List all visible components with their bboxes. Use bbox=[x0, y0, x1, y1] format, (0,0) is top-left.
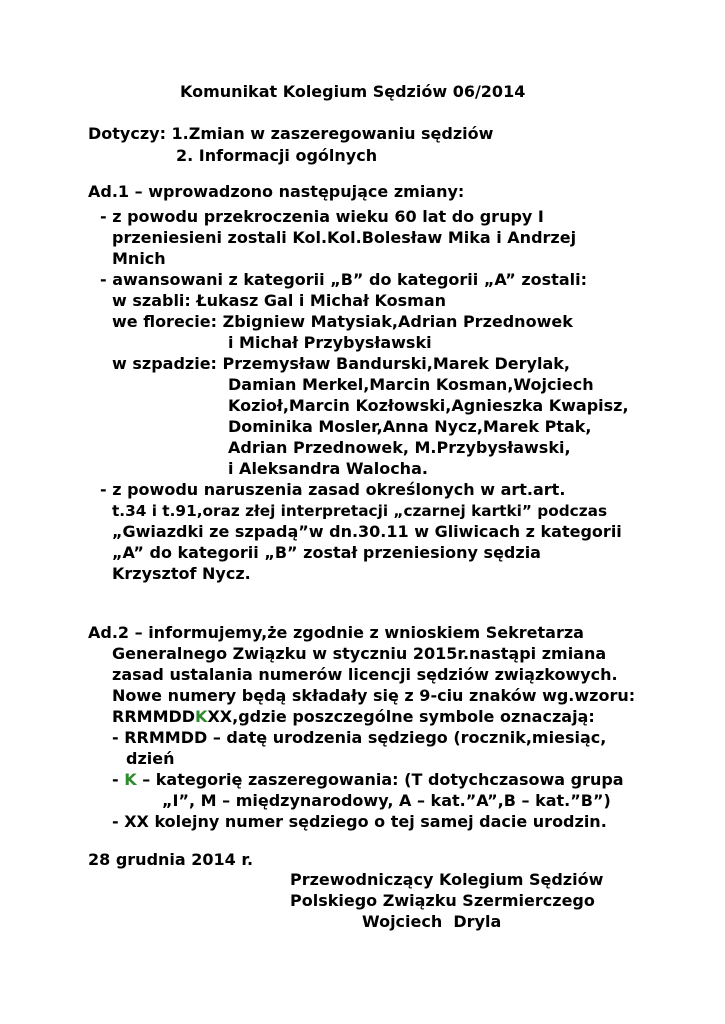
pattern-k-highlight: K bbox=[195, 707, 208, 726]
pattern-suffix: XX,gdzie poszczególne symbole oznaczają: bbox=[207, 707, 595, 726]
ad1-line: w szpadzie: Przemysław Bandurski,Marek Derylak, bbox=[112, 354, 570, 373]
ad2-line: Generalnego Związku w styczniu 2015r.nastąpi zmiana bbox=[112, 644, 607, 663]
signature-name: Wojciech Dryla bbox=[362, 912, 502, 931]
ad1-line: przeniesieni zostali Kol.Kol.Bolesław Mika i Andrzej bbox=[112, 228, 577, 247]
ad2-item-1: - RRMMDD – datę urodzenia sędziego (rocznik,miesiąc, bbox=[112, 728, 607, 747]
ad1-line: t.34 i t.91,oraz złej interpretacji „czarnej kartki” podczas bbox=[112, 502, 608, 520]
item2-dash: - bbox=[112, 770, 125, 789]
ad1-line: we florecie: Zbigniew Matysiak,Adrian Przednowek bbox=[112, 312, 573, 331]
ad1-line: - z powodu naruszenia zasad określonych w art.art. bbox=[100, 480, 566, 499]
item2-k-highlight: K bbox=[124, 770, 137, 789]
ad2-item-2-cont: „I”, M – międzynarodowy, A – kat.”A”,B – kat.”B”) bbox=[162, 791, 611, 810]
signature-line-1: Przewodniczący Kolegium Sędziów bbox=[290, 870, 604, 889]
ad1-line: - z powodu przekroczenia wieku 60 lat do grupy I bbox=[100, 207, 544, 226]
ad2-line: zasad ustalania numerów licencji sędziów związkowych. bbox=[112, 665, 618, 684]
ad1-line: Krzysztof Nycz. bbox=[112, 564, 251, 583]
pattern-prefix: RRMMDD bbox=[112, 707, 196, 726]
ad1-line: „A” do kategorii „B” został przeniesiony sędzia bbox=[112, 543, 541, 562]
ad2-item-2 bbox=[112, 770, 624, 790]
subject-line-1: Dotyczy: 1.Zmian w zaszeregowaniu sędziów bbox=[88, 124, 494, 143]
ad1-line: Mnich bbox=[112, 249, 166, 268]
subject-line-2: 2. Informacji ogólnych bbox=[176, 146, 378, 165]
signature-line-2: Polskiego Związku Szermierczego bbox=[290, 891, 595, 910]
ad1-line: Damian Merkel,Marcin Kosman,Wojciech bbox=[228, 375, 594, 394]
license-pattern bbox=[112, 707, 595, 727]
ad1-line: i Michał Przybysławski bbox=[228, 333, 432, 352]
document-date: 28 grudnia 2014 r. bbox=[88, 850, 254, 869]
ad1-line: w szabli: Łukasz Gal i Michał Kosman bbox=[112, 291, 446, 310]
ad1-line: Adrian Przednowek, M.Przybysławski, bbox=[228, 438, 571, 457]
ad1-line: Dominika Mosler,Anna Nycz,Marek Ptak, bbox=[228, 417, 592, 436]
ad2-line: Nowe numery będą składały się z 9-ciu znaków wg.wzoru: bbox=[112, 686, 636, 705]
ad1-line: „Gwiazdki ze szpadą”w dn.30.11 w Gliwicach z kategorii bbox=[112, 522, 622, 541]
ad1-heading: Ad.1 – wprowadzono następujące zmiany: bbox=[88, 182, 465, 201]
ad2-item-3: - XX kolejny numer sędziego o tej samej dacie urodzin. bbox=[112, 812, 607, 831]
ad1-line: Kozioł,Marcin Kozłowski,Agnieszka Kwapisz, bbox=[228, 396, 629, 415]
ad2-item-1-cont: dzień bbox=[126, 749, 175, 768]
ad1-line: - awansowani z kategorii „B” do kategorii „A” zostali: bbox=[100, 270, 587, 289]
ad1-line: i Aleksandra Walocha. bbox=[228, 459, 428, 478]
item2-text: – kategorię zaszeregowania: (T dotychczasowa grupa bbox=[136, 770, 624, 789]
ad2-heading: Ad.2 – informujemy,że zgodnie z wnioskiem Sekretarza bbox=[88, 623, 584, 642]
document-title: Komunikat Kolegium Sędziów 06/2014 bbox=[180, 82, 526, 101]
